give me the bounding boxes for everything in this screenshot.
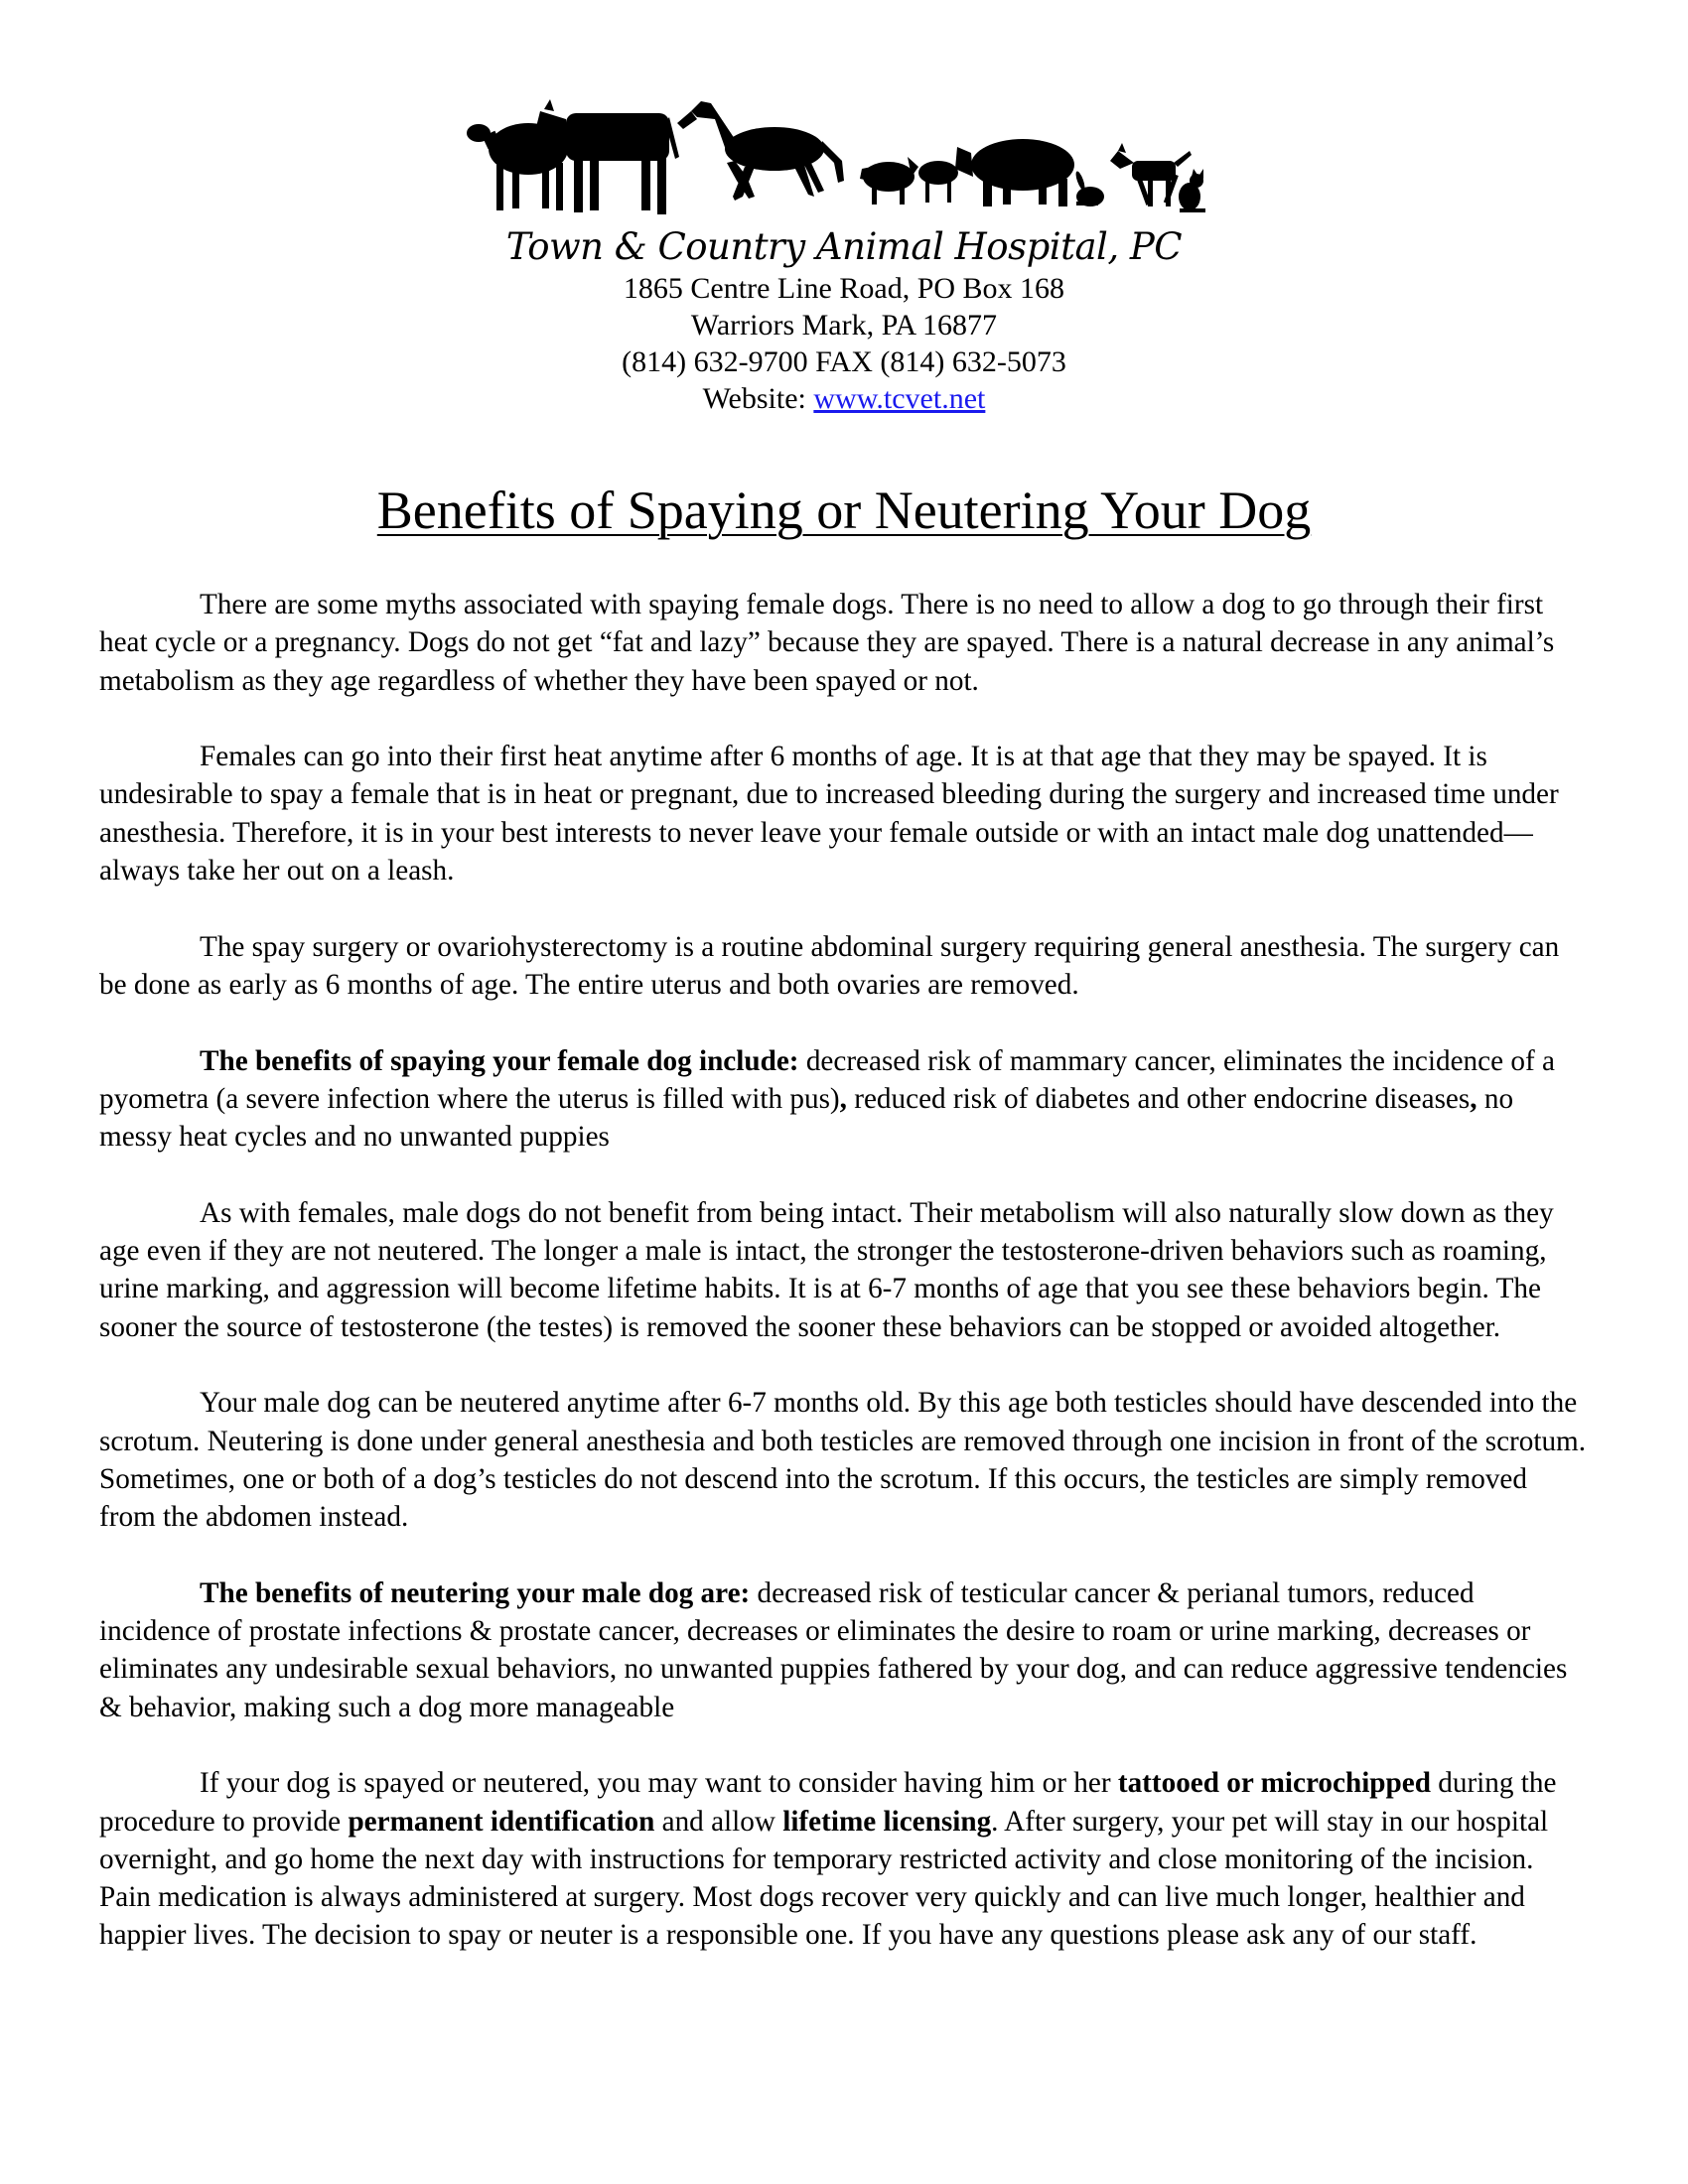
animal-silhouettes-logo — [467, 97, 1211, 221]
website-label: Website: — [702, 382, 806, 415]
website-link[interactable]: www.tcvet.net — [813, 382, 986, 415]
paragraph-spay-surgery: The spay surgery or ovariohysterectomy is a routine abdominal surgery requiring general anesthesia. The surgery can be done as early as 6 months of age. The entire uterus and both ovaries are removed. — [99, 930, 1560, 1001]
pig-silhouette — [860, 162, 914, 205]
document-body — [99, 586, 1589, 1992]
neuter-benefits-text: decreased risk of testicular cancer & perianal tumors, reduced incidence of prostate infections & prostate cancer, decreases or eliminates the desire to roam or urine marking, decreases or eliminates any undesirable sexual behaviors, no unwanted puppies fathered by your dog, and can reduce aggressive tendencies & behavior, making such a dog more manageable — [99, 1576, 1568, 1723]
paragraph-first-heat: Females can go into their first heat anytime after 6 months of age. It is at that age that they may be spayed. It is undesirable to spay a female that is in heat or pregnant, due to increased bleeding during the surgery and increased time under anesthesia. Therefore, it is in your best interests to never leave your female outside or with an intact male dog unattended—always take her out on a leash. — [99, 741, 1559, 887]
paragraph-neuter-procedure: Your male dog can be neutered anytime after 6-7 months old. By this age both testicles should have descended into the scrotum. Neutering is done under general anesthesia and both testicles are removed through one incision in front of the scrotum. Sometimes, one or both of a dog’s testicles do not descend into the scrotum. If this occurs, the testicles are simply removed from the abdomen instead. — [99, 1387, 1587, 1534]
spay-benefits-comma-2: , — [1470, 1082, 1477, 1115]
spay-benefits-text-c: no messy heat cycles and no unwanted puppies — [99, 1082, 1514, 1154]
aftercare-text-d: and allow — [654, 1805, 783, 1838]
aftercare-bold-licensing: lifetime licensing — [782, 1805, 992, 1838]
address-line-2: Warriors Mark, PA 16877 — [690, 309, 998, 341]
spay-benefits-text-a: decreased risk of mammary cancer, eliminates the incidence of a pyometra (a severe infection where the uterus is filled with pus) — [99, 1044, 1555, 1115]
neuter-benefits-heading: The benefits of neutering your male dog are: — [200, 1576, 751, 1609]
aftercare-text-a: If your dog is spayed or neutered, you may want to consider having him or her — [200, 1767, 1118, 1800]
horse-silhouette — [677, 101, 844, 201]
hospital-name: Town & Country Animal Hospital, PC — [505, 225, 1183, 268]
document-title: Benefits of Spaying or Neutering Your Dog — [376, 480, 1312, 540]
rabbit-silhouette — [1074, 171, 1104, 206]
aftercare-text-c: during the procedure to provide — [99, 1767, 1557, 1838]
paragraph-neuter-benefits — [99, 1574, 1589, 1726]
letterhead — [0, 224, 1688, 417]
spay-benefits-text-b: reduced risk of diabetes and other endocrine diseases — [846, 1082, 1471, 1115]
phone-fax-line: (814) 632-9700 FAX (814) 632-5073 — [622, 345, 1066, 378]
cat-silhouette — [1179, 169, 1205, 212]
paragraph-males-intact: As with females, male dogs do not benefit from being intact. Their metabolism will also naturally slow down as they age even if they are not neutered. The longer a male is intact, the stronger the testosterone-driven behaviors such as roaming, urine marking, and aggression will become lifetime habits. It is at 6-7 months of age that you see these behaviors begin. The sooner the source of testosterone (the testes) is removed the sooner these behaviors can be stopped or avoided altogether. — [99, 1196, 1554, 1343]
aftercare-bold-tattoo: tattooed or microchipped — [1117, 1767, 1431, 1800]
website-line — [0, 380, 1688, 417]
aftercare-text-e: . After surgery, your pet will stay in our hospital overnight, and go home the next day with instructions for temporary restricted activity and close monitoring of the incision. Pain medication is always administered at surgery. Most dogs recover very quickly and can live much longer, healthier and happier lives. The decision to spay or neuter is a responsible one. If you have any questions please ask any of our staff. — [99, 1805, 1549, 1952]
address-line-1: 1865 Centre Line Road, PO Box 168 — [623, 272, 1065, 305]
aftercare-bold-identification: permanent identification — [348, 1805, 655, 1838]
hog-silhouette — [955, 139, 1074, 206]
goat-silhouette — [908, 157, 958, 203]
spay-benefits-heading: The benefits of spaying your female dog include: — [200, 1044, 799, 1077]
spay-benefits-comma-1: , — [839, 1082, 847, 1115]
paragraph-identification-aftercare — [99, 1764, 1589, 1954]
paragraph-myths: There are some myths associated with spaying female dogs. There is no need to allow a dog to go through their first heat cycle or a pregnancy. Dogs do not get “fat and lazy” because they are spayed. There is a natural decrease in any animal’s metabolism as they age regardless of whether they have been spayed or not. — [99, 589, 1555, 697]
paragraph-spay-benefits — [99, 1042, 1589, 1157]
